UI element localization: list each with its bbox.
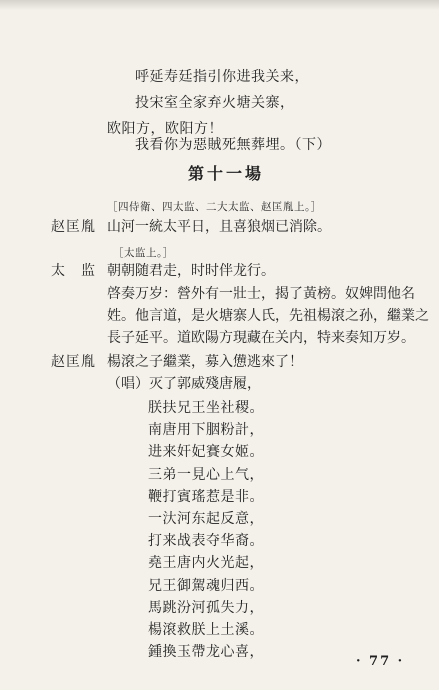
sung-line: 进来奸妃賽女姬。 — [148, 444, 264, 460]
speaker-name: 太 监 — [51, 263, 96, 279]
page-number: · 77 · — [356, 654, 405, 669]
sung-line: 南唐用下胭粉計， — [148, 422, 264, 438]
stage-direction: ［太监上。］ — [113, 247, 174, 259]
speaker-name: 赵匡胤 — [51, 354, 96, 370]
verse-line: 呼延寿廷指引你进我关来， — [135, 69, 309, 85]
verse-line: 投宋室全家弃火塘关寨， — [135, 95, 295, 111]
verse-line: 欧阳方，欧阳方！ — [107, 121, 223, 137]
scan-edge — [0, 0, 439, 10]
sung-line: 一汏河东起反意， — [148, 511, 264, 527]
sung-line: 楊滾救朕上土溪。 — [148, 622, 264, 638]
sung-line: 堯王唐内火光起， — [148, 555, 264, 571]
stage-direction: ［四侍衛、四太监、二大太监、赵匡胤上。］ — [107, 201, 322, 213]
sung-line: 鍾換玉帶龙心喜， — [148, 644, 264, 660]
dialogue-line: 啓奏万岁：營外有一壯士，揭了黃榜。奴婢問他名 — [107, 286, 415, 302]
sung-line: 兄王御駕魂归西。 — [148, 578, 264, 594]
dialogue-line: 長子延平。道欧陽方現藏在关内，特来奏知万岁。 — [107, 330, 415, 346]
sung-line: 三弟一見心上气， — [148, 467, 264, 483]
dialogue-line: 朝朝随君走，时时伴龙行。 — [107, 263, 275, 279]
sung-line: 朕扶兄王坐社稷。 — [148, 400, 264, 416]
dialogue-line: 山河一統太平日，且喜狼烟已消除。 — [107, 219, 331, 235]
sung-line: 馬跳汾河孤失力， — [148, 600, 264, 616]
dialogue-line: 姓。他言道，是火塘寨人氏，先祖楊滾之孙，繼業之 — [107, 308, 429, 324]
speaker-name: 赵匡胤 — [51, 219, 96, 235]
verse-line: 我看你为惡賊死無葬埋。（下） — [135, 137, 331, 153]
sung-line: （唱）灭了郭威殘唐履， — [107, 376, 261, 392]
dialogue-line: 楊滾之子繼業，募入憊逃來了！ — [107, 354, 303, 370]
sung-line: 打来战表夺华裔。 — [148, 533, 264, 549]
sung-line: 鞭打賓瑤惹是非。 — [148, 489, 264, 505]
scene-heading: 第十一場 — [188, 164, 265, 183]
